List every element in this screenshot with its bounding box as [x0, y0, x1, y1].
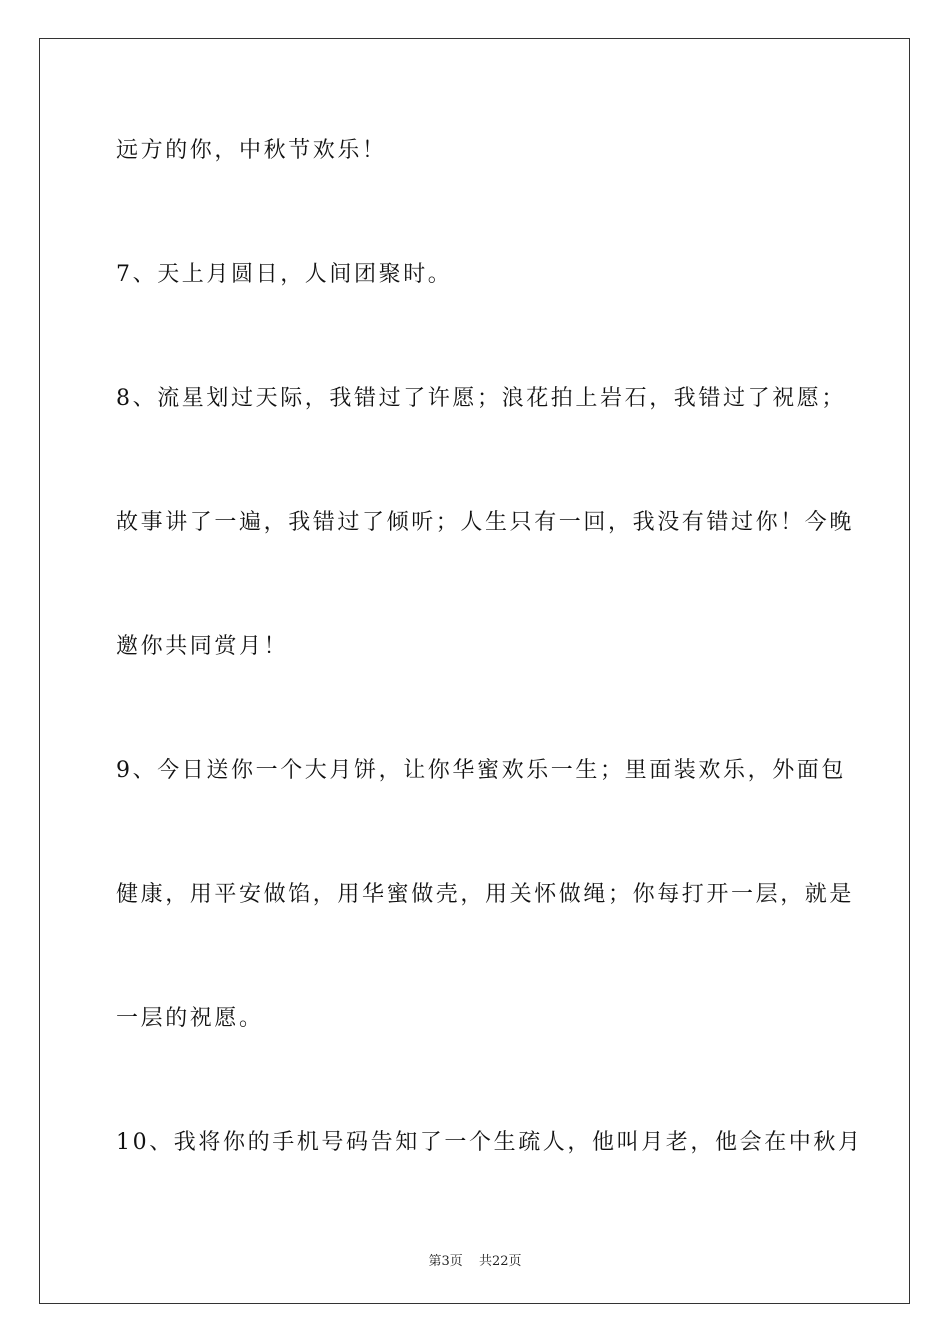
text-line-6: 9、今日送你一个大月饼，让你华蜜欢乐一生；里面装欢乐，外面包 [116, 758, 846, 783]
page-number: 第3页 [428, 1254, 463, 1269]
text-line-5: 邀你共同赏月！ [116, 634, 289, 659]
page-border [39, 38, 910, 1304]
text-line-2: 7、天上月圆日，人间团聚时。 [116, 262, 453, 287]
page-footer [0, 1250, 950, 1269]
text-line-1: 远方的你，中秋节欢乐！ [116, 138, 387, 163]
text-line-7: 健康，用平安做馅，用华蜜做壳，用关怀做绳；你每打开一层，就是 [116, 882, 855, 907]
text-line-9: 10、我将你的手机号码告知了一个生疏人，他叫月老，他会在中秋月 [116, 1130, 863, 1155]
text-line-3: 8、流星划过天际，我错过了许愿；浪花拍上岩石，我错过了祝愿； [116, 386, 846, 411]
text-line-4: 故事讲了一遍，我错过了倾听；人生只有一回，我没有错过你！今晚 [116, 510, 855, 535]
text-line-8: 一层的祝愿。 [116, 1006, 264, 1031]
total-pages: 共22页 [478, 1254, 522, 1269]
